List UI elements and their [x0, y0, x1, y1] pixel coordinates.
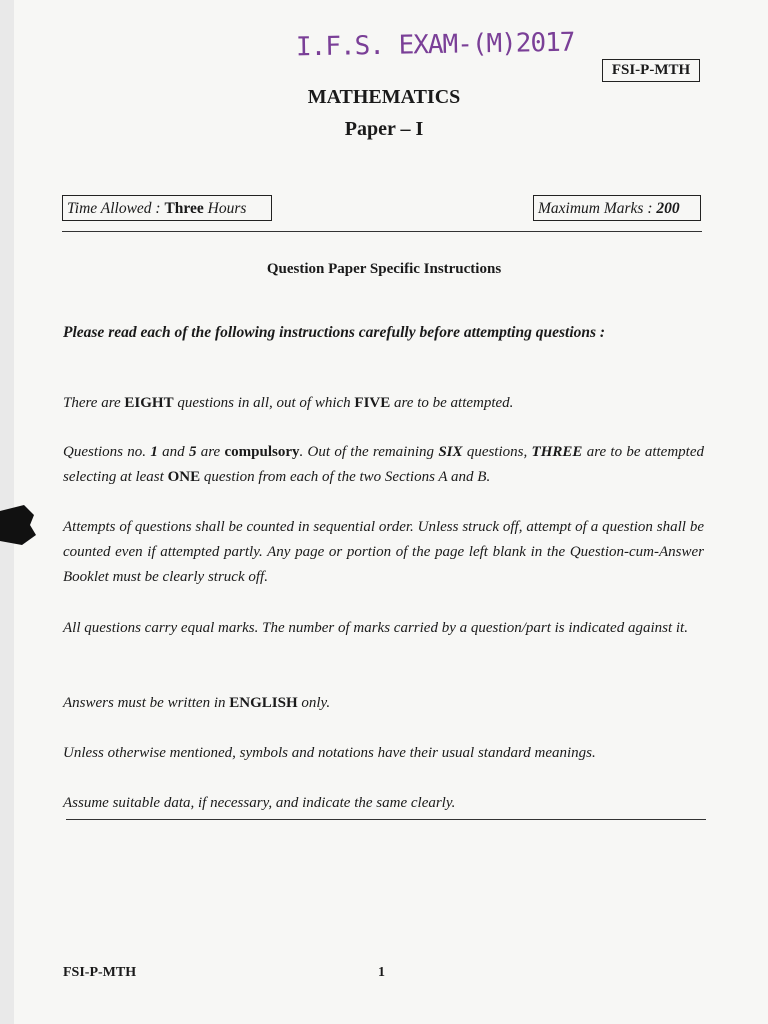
instruction-6: Unless otherwise mentioned, symbols and notations have their usual standard meanings.: [63, 745, 596, 761]
instruction-2: Questions no. 1 and 5 are compulsory. Out of the remaining SIX questions, THREE are to be attempted selecting at least ONE question from each of the two Sections A and B.: [63, 444, 704, 485]
paper-code-box: FSI-P-MTH: [602, 59, 700, 82]
max-marks-label: Maximum Marks :: [538, 200, 657, 217]
max-marks-value: 200: [656, 200, 680, 217]
lead-instruction: Please read each of the following instructions carefully before attempting questions :: [63, 324, 606, 341]
time-allowed-label: Time Allowed :: [67, 200, 165, 217]
page-number: 1: [378, 965, 385, 980]
divider-top: [62, 231, 702, 232]
subject-title: MATHEMATICS: [307, 86, 461, 108]
instructions-heading: Question Paper Specific Instructions: [266, 261, 502, 277]
punch-hole-mark: [0, 505, 36, 545]
divider-bottom: [66, 819, 706, 820]
footer-paper-code: FSI-P-MTH: [63, 965, 137, 980]
exam-stamp: I.F.S. EXAM-(M)2017: [295, 27, 575, 63]
max-marks-box: [533, 195, 701, 221]
time-allowed-box: [62, 195, 272, 221]
instruction-4: All questions carry equal marks. The number of marks carried by a question/part is indicated against it.: [63, 620, 688, 636]
time-allowed-suffix: Hours: [203, 200, 247, 217]
instruction-3: Attempts of questions shall be counted in sequential order. Unless struck off, attempt of a question shall be counted even if attempted partly. Any page or portion of the page left blank in the Question-cum-Answer Booklet must be clearly struck off.: [63, 519, 704, 585]
time-allowed-value: Three: [164, 200, 204, 217]
instruction-1: There are EIGHT questions in all, out of which FIVE are to be attempted.: [63, 395, 514, 411]
paper-title: Paper – I: [344, 118, 424, 140]
exam-page: [14, 0, 768, 1024]
instruction-5: Answers must be written in ENGLISH only.: [63, 695, 331, 711]
instruction-7: Assume suitable data, if necessary, and indicate the same clearly.: [63, 795, 456, 811]
